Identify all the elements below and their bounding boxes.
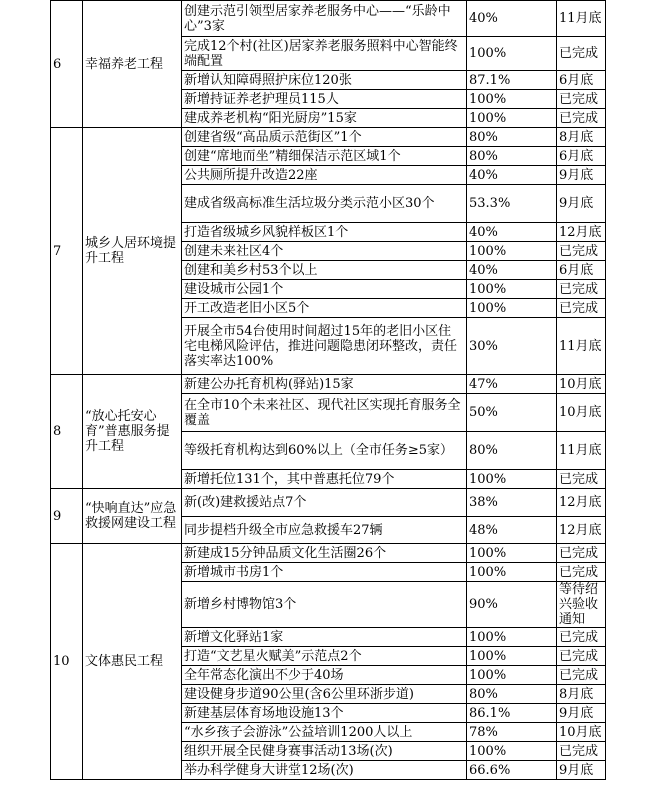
completion-status: 10月底 — [557, 394, 606, 432]
completion-status: 已完成 — [557, 647, 606, 666]
progress-percent: 80% — [467, 685, 557, 704]
completion-status: 9月底 — [557, 185, 606, 223]
progress-percent: 100% — [467, 280, 557, 299]
progress-percent: 80% — [467, 432, 557, 470]
completion-status: 8月底 — [557, 128, 606, 147]
table-row — [51, 375, 606, 394]
progress-percent: 66.6% — [467, 761, 557, 780]
completion-status: 已完成 — [557, 742, 606, 761]
completion-status: 9月底 — [557, 761, 606, 780]
task-description: 新建成15分钟品质文化生活圈26个 — [182, 544, 467, 563]
progress-percent: 90% — [467, 582, 557, 628]
completion-status: 已完成 — [557, 666, 606, 685]
completion-status: 11月底 — [557, 318, 606, 375]
project-number: 7 — [51, 128, 83, 375]
progress-percent: 100% — [467, 666, 557, 685]
progress-percent: 40% — [467, 261, 557, 280]
project-number: 10 — [51, 544, 83, 780]
progress-percent: 38% — [467, 489, 557, 517]
completion-status: 9月底 — [557, 704, 606, 723]
progress-percent: 50% — [467, 394, 557, 432]
progress-percent: 87.1% — [467, 71, 557, 90]
completion-status: 已完成 — [557, 37, 606, 71]
progress-percent: 100% — [467, 628, 557, 647]
completion-status: 已完成 — [557, 242, 606, 261]
task-description: 全年常态化演出不少于40场 — [182, 666, 467, 685]
progress-percent: 100% — [467, 742, 557, 761]
task-description: 建成养老机构“阳光厨房”15家 — [182, 109, 467, 128]
completion-status: 10月底 — [557, 375, 606, 394]
task-description: 新增乡村博物馆3个 — [182, 582, 467, 628]
completion-status: 12月底 — [557, 223, 606, 242]
completion-status: 11月底 — [557, 1, 606, 37]
progress-percent: 100% — [467, 242, 557, 261]
progress-percent: 47% — [467, 375, 557, 394]
progress-percent: 100% — [467, 90, 557, 109]
task-description: 新建公办托育机构(驿站)15家 — [182, 375, 467, 394]
completion-status: 6月底 — [557, 261, 606, 280]
project-name: 幸福养老工程 — [83, 1, 182, 128]
task-description: 新增认知障碍照护床位120张 — [182, 71, 467, 90]
task-description: “水乡孩子会游泳”公益培训1200人以上 — [182, 723, 467, 742]
progress-percent: 100% — [467, 647, 557, 666]
completion-status: 已完成 — [557, 109, 606, 128]
progress-percent: 80% — [467, 128, 557, 147]
completion-status: 6月底 — [557, 147, 606, 166]
completion-status: 6月底 — [557, 71, 606, 90]
progress-percent: 100% — [467, 563, 557, 582]
progress-percent: 30% — [467, 318, 557, 375]
task-description: 新增文化驿站1家 — [182, 628, 467, 647]
task-description: 组织开展全民健身赛事活动13场(次) — [182, 742, 467, 761]
task-description: 建设城市公园1个 — [182, 280, 467, 299]
task-description: 新增持证养老护理员115人 — [182, 90, 467, 109]
project-number: 8 — [51, 375, 83, 489]
task-description: 打造省级城乡风貌样板区1个 — [182, 223, 467, 242]
completion-status: 9月底 — [557, 166, 606, 185]
completion-status: 8月底 — [557, 685, 606, 704]
completion-status: 已完成 — [557, 470, 606, 489]
progress-table — [50, 0, 606, 780]
table-row — [51, 1, 606, 37]
task-description: 新增托位131个，其中普惠托位79个 — [182, 470, 467, 489]
task-description: 创建和美乡村53个以上 — [182, 261, 467, 280]
progress-percent: 100% — [467, 37, 557, 71]
task-description: 新(改)建救援站点7个 — [182, 489, 467, 517]
task-description: 同步提档升级全市应急救援车27辆 — [182, 517, 467, 544]
completion-status: 已完成 — [557, 299, 606, 318]
project-name: “放心托安心育”普惠服务提升工程 — [83, 375, 182, 489]
completion-status: 已完成 — [557, 280, 606, 299]
task-description: 举办科学健身大讲堂12场(次) — [182, 761, 467, 780]
task-description: 建设健身步道90公里(含6公里环浙步道) — [182, 685, 467, 704]
task-description: 创建“席地而坐”精细保洁示范区域1个 — [182, 147, 467, 166]
progress-percent: 100% — [467, 544, 557, 563]
task-description: 开工改造老旧小区5个 — [182, 299, 467, 318]
task-description: 打造“文艺星火赋美”示范点2个 — [182, 647, 467, 666]
table-row — [51, 489, 606, 517]
task-description: 创建示范引领型居家养老服务中心——“乐龄中心”3家 — [182, 1, 467, 37]
completion-status: 12月底 — [557, 489, 606, 517]
completion-status: 已完成 — [557, 90, 606, 109]
completion-status: 已完成 — [557, 628, 606, 647]
completion-status: 11月底 — [557, 432, 606, 470]
task-description: 等级托育机构达到60%以上（全市任务≥5家） — [182, 432, 467, 470]
project-name: 文体惠民工程 — [83, 544, 182, 780]
progress-percent: 40% — [467, 223, 557, 242]
task-description: 新增城市书房1个 — [182, 563, 467, 582]
task-description: 新建基层体育场地设施13个 — [182, 704, 467, 723]
task-description: 建成省级高标准生活垃圾分类示范小区30个 — [182, 185, 467, 223]
task-description: 创建未来社区4个 — [182, 242, 467, 261]
progress-percent: 100% — [467, 299, 557, 318]
completion-status: 已完成 — [557, 563, 606, 582]
completion-status: 12月底 — [557, 517, 606, 544]
table-row — [51, 544, 606, 563]
progress-percent: 80% — [467, 147, 557, 166]
progress-percent: 40% — [467, 1, 557, 37]
progress-percent: 86.1% — [467, 704, 557, 723]
project-number: 9 — [51, 489, 83, 544]
progress-percent: 100% — [467, 109, 557, 128]
progress-percent: 100% — [467, 470, 557, 489]
progress-percent: 53.3% — [467, 185, 557, 223]
task-description: 开展全市54台使用时间超过15年的老旧小区住宅电梯风险评估，推进问题隐患闭环整改，责任落实率达100% — [182, 318, 467, 375]
task-description: 创建省级“高品质示范街区”1个 — [182, 128, 467, 147]
project-number: 6 — [51, 1, 83, 128]
project-name: “快响直达”应急救援网建设工程 — [83, 489, 182, 544]
progress-percent: 40% — [467, 166, 557, 185]
project-name: 城乡人居环境提升工程 — [83, 128, 182, 375]
task-description: 完成12个村(社区)居家养老服务照料中心智能终端配置 — [182, 37, 467, 71]
table-row — [51, 128, 606, 147]
completion-status: 等待绍兴验收通知 — [557, 582, 606, 628]
task-description: 公共厕所提升改造22座 — [182, 166, 467, 185]
progress-percent: 78% — [467, 723, 557, 742]
progress-percent: 48% — [467, 517, 557, 544]
completion-status: 10月底 — [557, 723, 606, 742]
task-description: 在全市10个未来社区、现代社区实现托育服务全覆盖 — [182, 394, 467, 432]
completion-status: 已完成 — [557, 544, 606, 563]
